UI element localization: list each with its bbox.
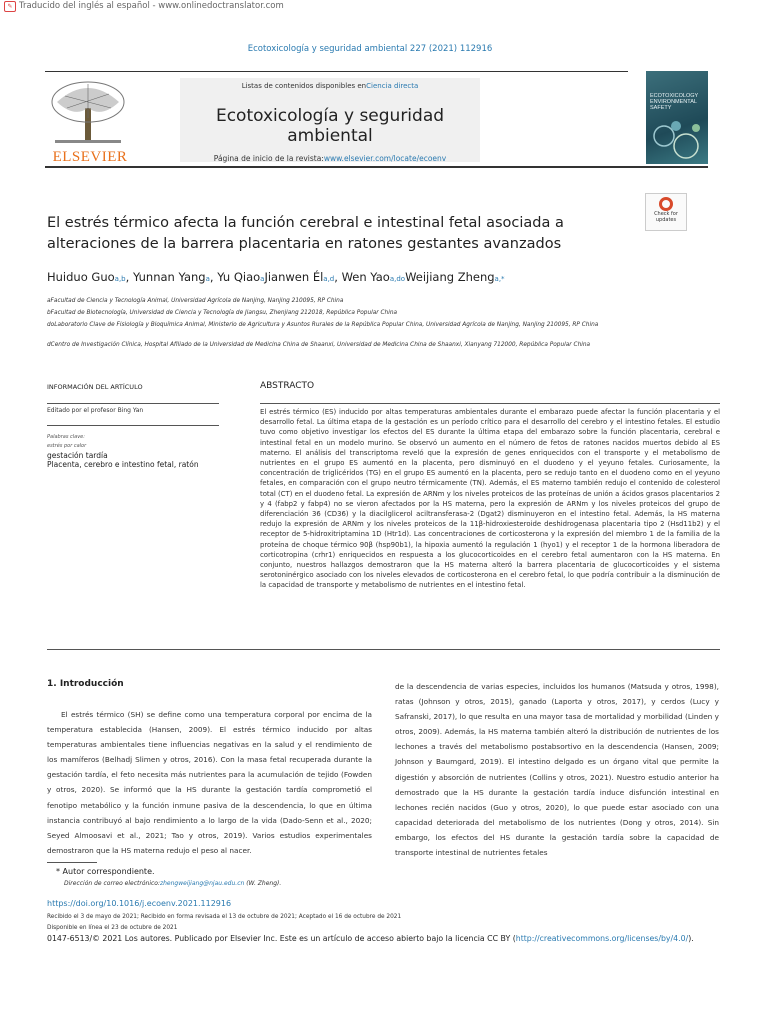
abstract-text: El estrés térmico (ES) inducido por altas temperaturas ambientales durante el embarazo puede afectar la función placentaria y el desarrollo fetal. La última etapa de la gestación es un período crítico para el desarrollo del cerebro y el intestino fetales. El estudio tuvo como objetivo investigar los efectos del ES durante la última etapa del embarazo sobre la función placentaria, cerebral e intestinal fetal en un modelo murino. Se observó un aumento en el número de fetos de ratones nacidos muertos debido al ES materno. El análisis del transcriptoma reveló que la expresión de genes enriquecidos con el transporte y el metabolismo de nutrientes en el grupo ES aumentó en la placenta, pero disminuyó en el duodeno y el yeyuno fetales. Curiosamente, la concentración de triglicéridos (TG) en el grupo ES aumentó en la placenta, pero se redujo tanto en el duodeno como en el yeyuno fetales, en comparación con el grupo neutro térmicamente (TN). Además, el ES materno también redujo el contenido de colesterol total (CT) en el duodeno fetal. La expresión de ARNm y los niveles proteicos de las proteínas de unión a ácidos grasos placentarios 2 y 4 (fabp2 y fabp4) no se vieron afectados por la HS materna, pero la expresión de ARNm y los niveles proteicos del grupo de diferenciación 36 (CD36) y la diacilglicerol aciltransferasa-2 (Dgat2) disminuyeron en el intestino fetal. Además, la HS materna redujo la expresión de ARNm y los niveles proteicos de la 11β-hidroxiesteroide deshidrogenasa placentaria tipo 2 (Hsd11b2) y el receptor de 5-hidroxitriptamina 1D (Htr1d). Las concentraciones de corticosterona y la expresión del miembro 1 de la familia de la proteína de choque térmico 90β (hsp90b1), la hipoxia aumentó la regulación 1 (hyo1) y el receptor 1 de la hormona liberadora de corticotropina (crhr1) enriquecidos en respuesta a los glucocorticoides en el cerebro fetal aumentaron con la HS materna. En conjunto, nuestros hallazgos demostraron que la HS materna alteró la barrera placentaria de glucocorticoides y el sistema serotoninérgico asociado con los niveles elevados de corticosterona en el cerebro fetal, lo que podría contribuir a la disminución de la capacidad de transporte y metabolismo de nutrientes en el intestino fetal. <box>260 408 720 590</box>
homepage-link[interactable]: www.elsevier.com/locate/ecoenv <box>323 154 447 163</box>
journal-title: Ecotoxicología y seguridad ambiental <box>215 106 445 146</box>
license-link[interactable]: http://creativecommons.org/licenses/by/4.0/ <box>515 934 689 943</box>
affiliation: bFacultad de Biotecnología, Universidad de Ciencia y Tecnología de Jiangsu, Zhenjiang 212018, República Popular China <box>47 310 398 316</box>
contents-line: Listas de contenidos disponibles enCiencia directa <box>241 82 419 90</box>
homepage-line: Página de inicio de la revista:www.elsevier.com/locate/ecoenv <box>213 154 447 163</box>
translator-text[interactable]: Traducido del inglés al español - www.onlinedoctranslator.com <box>19 1 284 11</box>
received-dates: Recibido el 3 de mayo de 2021; Recibido en forma revisada el 13 de octubre de 2021; Aceptado el 16 de octubre de 2021 <box>47 914 402 920</box>
intro-column-2: de la descendencia de varias especies, incluidos los humanos (Matsuda y otros, 1998), ratas (Johnson y otros, 2015), ganado (Laporta y otros, 2017), y cerdos (Lucy y Safranski, 2017), lo que resulta en una mayor tasa de mortalidad y morbilidad (Linden y otros, 2009). Además, la HS materna también alteró la distribución de nutrientes de los lechones a través del metabolismo postabsortivo en la descendencia (Hansen, 2009; Johnson y Baumgard, 2019). El intestino delgado es un órgano vital que permite la digestión y absorción de nutrientes (Collins y otros, 2021). Nuestro estudio anterior ha demostrado que la HS durante la gestación tardía induce disfunción intestinal en lechones recién nacidos (Guo y otros, 2020), lo que puede estar asociado con una capacidad deteriorada del metabolismo de los nutrientes (Dong y otros, 2014). Sin embargo, los efectos del HS durante la gestación tardía sobre la capacidad de transporte intestinal de nutrientes fetales <box>395 682 719 858</box>
elsevier-logo <box>47 78 129 166</box>
tree-icon <box>47 78 129 146</box>
keywords: gestación tardía Placenta, cerebro e intestino fetal, ratón <box>47 451 199 469</box>
check-for-updates-badge[interactable]: Check for updates <box>645 193 687 231</box>
divider <box>47 649 720 650</box>
section-heading: 1. Introducción <box>47 679 124 689</box>
author[interactable]: Weijiang Zhenga,* <box>405 270 505 284</box>
affiliation: dCentro de Investigación Clínica, Hospital Afiliado de la Universidad de Medicina China de Shaanxi, Universidad de Medicina China de Shaanxi, Xianyang 712000, República Popular China <box>47 342 591 348</box>
journal-citation[interactable]: Ecotoxicología y seguridad ambiental 227 (2021) 112916 <box>247 44 493 54</box>
banner-center <box>180 78 480 162</box>
email-line: Dirección de correo electrónico:zhengweijiang@njau.edu.cn (W. Zheng). <box>64 880 282 887</box>
banner-rule <box>45 166 708 168</box>
corresponding-author: * Autor correspondiente. <box>56 867 155 876</box>
author[interactable]: Jianwen Éla,d, <box>264 270 342 284</box>
journal-cover[interactable] <box>646 71 708 164</box>
affiliation: aFacultad de Ciencia y Tecnología Animal, Universidad Agrícola de Nanjing, Nanjing 210095, RP China <box>47 298 344 304</box>
article-info-heading: INFORMACIÓN DEL ARTÍCULO <box>47 383 143 391</box>
cover-title: ECOTOXICOLOGY ENVIRONMENTAL SAFETY <box>650 93 699 111</box>
license-line: 0147-6513/© 2021 Los autores. Publicado por Elsevier Inc. Este es un artículo de acceso abierto bajo la licencia CC BY (http://creativecommons.org/licenses/by/4.0/). <box>47 934 694 943</box>
intro-column-1: El estrés térmico (SH) se define como una temperatura corporal por encima de la temperatura establecida (Hansen, 2009). El estrés térmico inducido por altas temperaturas ambientales tiene influencias negativas en la salud y el rendimiento de los mamíferos (Belhadj Slimen y otros, 2016). Con la masa fetal recuperada durante la gestación tardía, el feto necesita más nutrientes para la acumulación de tejido (Fowden y otros, 2020). Se informó que la HS durante la gestación tardía comprometió el fenotipo metabólico y la función inmune pasiva de la descendencia, lo que en última instancia contribuyó al bajo rendimiento a lo largo de la vida (Dado-Senn et al., 2020; Seyed Almoosavi et al., 2021; Tao y otros, 2019). Varios estudios experimentales demostraron que la HS materna redujo el peso al nacer. <box>47 710 372 855</box>
email-link[interactable]: zhengweijiang@njau.edu.cn <box>159 880 245 887</box>
publisher-name: ELSEVIER <box>52 149 128 165</box>
divider <box>260 403 720 404</box>
translator-bar[interactable] <box>0 0 284 12</box>
divider <box>47 403 219 404</box>
keywords-label: Palabras clave: estrés por calor <box>47 434 87 449</box>
affiliation: doLaboratorio Clave de Fisiología y Bioquímica Animal, Ministerio de Agricultura y Asuntos Rurales de la República Popular China, Universidad Agrícola de Nanjing, Nanjing 210095, RP China <box>47 322 599 328</box>
author-list <box>47 270 505 284</box>
abstract-heading: ABSTRACTO <box>260 381 315 391</box>
online-date: Disponible en línea el 23 de octubre de 2021 <box>47 925 178 931</box>
divider <box>47 425 219 426</box>
cover-graphic-icon <box>646 116 708 164</box>
author[interactable]: Huiduo Guoa,b, <box>47 270 133 284</box>
check-updates-icon <box>659 197 673 211</box>
journal-banner <box>45 71 628 166</box>
author[interactable]: Yu Qiaoa <box>217 270 265 284</box>
footnote-rule <box>47 862 97 863</box>
translate-icon: ✎ <box>4 1 16 12</box>
editor-line: Editado por el profesor Bing Yan <box>47 407 144 414</box>
doi-link[interactable]: https://doi.org/10.1016/j.ecoenv.2021.112916 <box>47 899 232 908</box>
article-title: El estrés térmico afecta la función cerebral e intestinal fetal asociada a alteraciones de la barrera placentaria en ratones gestantes avanzados <box>47 215 564 252</box>
author[interactable]: Wen Yaoa,do <box>341 270 406 284</box>
author[interactable]: Yunnan Yanga, <box>132 270 218 284</box>
science-direct-link[interactable]: Ciencia directa <box>366 82 419 90</box>
